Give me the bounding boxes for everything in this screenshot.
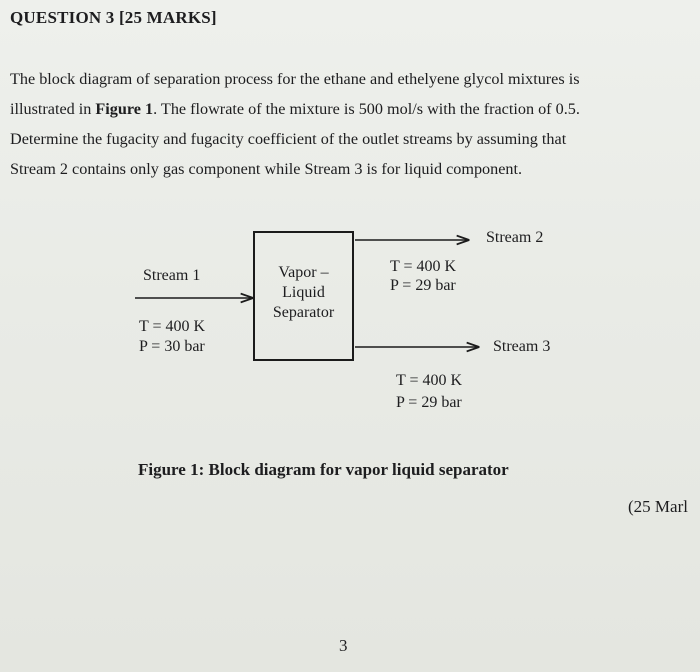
page-number: 3 [339,636,348,655]
stream-1-label: Stream 1 [143,267,201,284]
stream-3-pressure: P = 29 bar [396,394,462,411]
stream-1-temperature: T = 400 K [139,318,206,335]
question-title: QUESTION 3 [25 MARKS] [10,8,217,27]
separator-label-line-1: Vapor – [278,264,329,281]
paragraph-line-3: Determine the fugacity and fugacity coefficient of the outlet streams by assuming that [10,130,567,148]
paragraph-line-2-start: illustrated in [10,100,96,118]
stream-1-pressure: P = 30 bar [139,338,205,355]
separator-block [253,231,354,361]
figure-reference: Figure 1 [95,100,154,118]
separator-label [255,263,352,323]
paragraph-line-4: Stream 2 contains only gas component while Stream 3 is for liquid component. [10,160,523,178]
marks-note: (25 Marl [628,497,688,516]
separator-label-line-2: Liquid [282,284,325,301]
stream-2-pressure: P = 29 bar [390,277,456,294]
paragraph-line-1: The block diagram of separation process for the ethane and ethelyene glycol mixtures is [10,70,580,88]
figure-caption: Figure 1: Block diagram for vapor liquid separator [138,460,509,479]
stream-2-temperature: T = 400 K [390,258,457,275]
stream-3-label: Stream 3 [493,338,551,355]
paragraph-line-2-end: . The flowrate of the mixture is 500 mol/s with the fraction of 0.5. [153,100,580,118]
stream-2-label: Stream 2 [486,229,544,246]
separator-label-line-3: Separator [272,304,335,321]
stream-3-temperature: T = 400 K [396,372,463,389]
